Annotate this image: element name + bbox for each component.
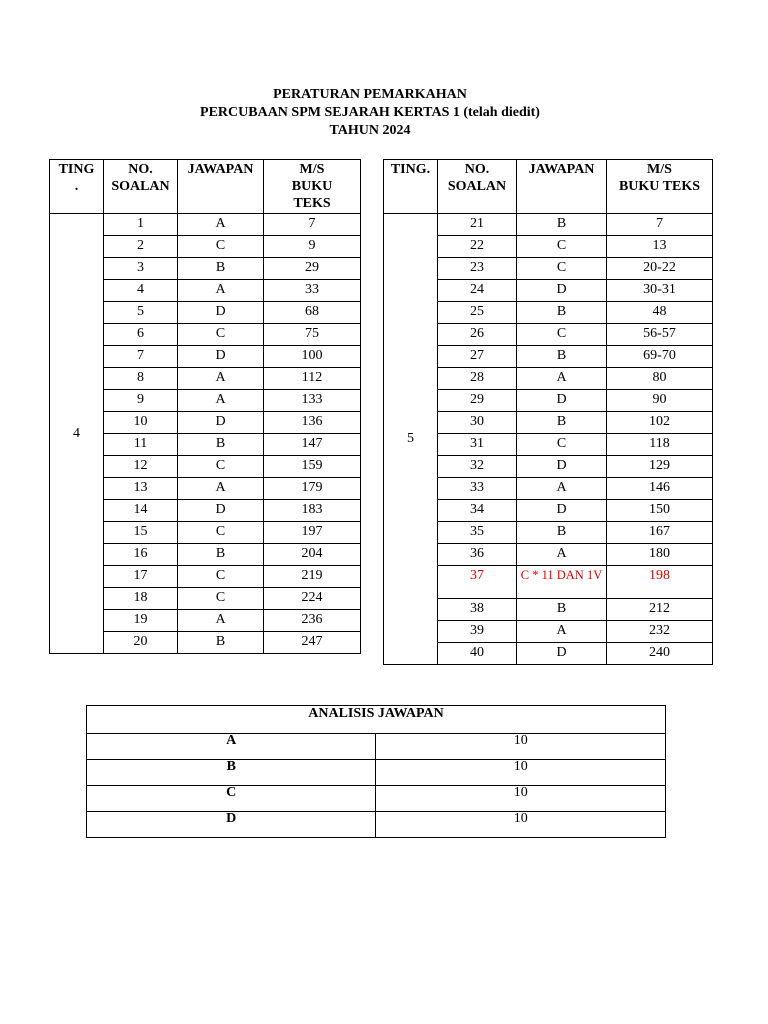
page-number-cell: 68	[264, 302, 361, 324]
page-number-cell: 159	[264, 456, 361, 478]
question-number-cell: 25	[438, 302, 517, 324]
answer-cell: D	[517, 390, 607, 412]
question-number-cell: 24	[438, 280, 517, 302]
answer-cell: D	[517, 280, 607, 302]
page-number-cell: 20-22	[607, 258, 713, 280]
question-number-cell: 36	[438, 544, 517, 566]
question-number-cell: 21	[438, 214, 517, 236]
page-number-cell: 167	[607, 522, 713, 544]
question-number-cell: 30	[438, 412, 517, 434]
answer-cell: B	[517, 599, 607, 621]
answer-cell: D	[178, 346, 264, 368]
analysis-row	[87, 786, 666, 812]
page-number-cell: 247	[264, 632, 361, 654]
answer-cell: B	[178, 434, 264, 456]
answer-cell: A	[178, 390, 264, 412]
answer-cell: C	[517, 434, 607, 456]
page-number-cell: 30-31	[607, 280, 713, 302]
question-number-cell: 20	[104, 632, 178, 654]
question-number-cell: 27	[438, 346, 517, 368]
page-number-cell: 56-57	[607, 324, 713, 346]
question-number-cell: 39	[438, 621, 517, 643]
question-number-cell: 37	[438, 566, 517, 599]
analysis-count: 10	[376, 734, 666, 760]
title-line-2: PERCUBAAN SPM SEJARAH KERTAS 1 (telah diedit)	[200, 105, 540, 120]
page-number-cell: 224	[264, 588, 361, 610]
page-number-cell: 133	[264, 390, 361, 412]
page-number-cell: 204	[264, 544, 361, 566]
question-number-cell: 13	[104, 478, 178, 500]
page-number-cell: 212	[607, 599, 713, 621]
answer-cell: B	[178, 258, 264, 280]
page-number-cell: 236	[264, 610, 361, 632]
page-number-cell: 75	[264, 324, 361, 346]
answer-cell: A	[517, 544, 607, 566]
answer-table-form-4	[49, 159, 361, 654]
answer-cell: A	[178, 610, 264, 632]
answer-cell: D	[178, 412, 264, 434]
page-number-cell: 183	[264, 500, 361, 522]
answer-cell: B	[517, 302, 607, 324]
page-number-cell: 147	[264, 434, 361, 456]
answer-cell: C	[178, 522, 264, 544]
answer-cell	[517, 566, 607, 599]
question-number-cell: 19	[104, 610, 178, 632]
answer-cell: D	[178, 500, 264, 522]
page-number-cell: 33	[264, 280, 361, 302]
page-number-cell: 69-70	[607, 346, 713, 368]
analysis-title: ANALISIS JAWAPAN	[87, 706, 666, 734]
answer-cell: C	[178, 324, 264, 346]
question-number-cell: 15	[104, 522, 178, 544]
question-number-cell: 18	[104, 588, 178, 610]
question-number-cell: 31	[438, 434, 517, 456]
answer-cell: B	[517, 412, 607, 434]
header-ms-buku-teks: M/S BUKU TEKS	[607, 160, 713, 214]
question-number-cell: 9	[104, 390, 178, 412]
question-number-cell: 38	[438, 599, 517, 621]
header-no-soalan: NO. SOALAN	[438, 160, 517, 214]
answer-cell: C	[178, 236, 264, 258]
table-body	[384, 214, 713, 665]
question-number-cell: 33	[438, 478, 517, 500]
page-number-cell: 136	[264, 412, 361, 434]
answer-text: C * 11 DAN 1V	[520, 568, 603, 582]
question-number-cell: 8	[104, 368, 178, 390]
answer-cell: A	[517, 368, 607, 390]
analysis-row	[87, 812, 666, 838]
question-number-cell: 23	[438, 258, 517, 280]
answer-cell: C	[517, 258, 607, 280]
question-number-cell: 32	[438, 456, 517, 478]
ting-cell: 5	[384, 214, 438, 665]
answer-cell: A	[517, 478, 607, 500]
answer-cell: D	[517, 456, 607, 478]
title-line-1: PERATURAN PEMARKAHAN	[273, 87, 467, 102]
answer-cell: D	[517, 500, 607, 522]
answer-cell: A	[178, 214, 264, 236]
question-number-cell: 1	[104, 214, 178, 236]
answer-cell: B	[178, 632, 264, 654]
question-number-cell: 11	[104, 434, 178, 456]
page-number-cell: 240	[607, 643, 713, 665]
question-number-cell: 29	[438, 390, 517, 412]
answer-cell: A	[517, 621, 607, 643]
page-number-cell: 100	[264, 346, 361, 368]
answer-cell: C	[178, 566, 264, 588]
question-number-cell: 2	[104, 236, 178, 258]
analysis-letter: D	[87, 812, 376, 838]
answer-analysis-table	[86, 705, 666, 838]
analysis-letter: A	[87, 734, 376, 760]
header-no-soalan: NO. SOALAN	[104, 160, 178, 214]
question-number-cell: 5	[104, 302, 178, 324]
page-number-cell: 150	[607, 500, 713, 522]
answer-table-form-5	[383, 159, 713, 665]
page-number-cell: 29	[264, 258, 361, 280]
page-number-cell: 232	[607, 621, 713, 643]
question-number-cell: 14	[104, 500, 178, 522]
question-number-cell: 16	[104, 544, 178, 566]
page-number-cell: 197	[264, 522, 361, 544]
analysis-letter: B	[87, 760, 376, 786]
page-number-cell: 112	[264, 368, 361, 390]
page-number-cell: 9	[264, 236, 361, 258]
question-number-cell: 3	[104, 258, 178, 280]
page-number-cell: 7	[607, 214, 713, 236]
title-line-3: TAHUN 2024	[329, 123, 411, 138]
question-number-cell: 12	[104, 456, 178, 478]
table-body	[50, 214, 361, 654]
analysis-count: 10	[376, 812, 666, 838]
page-number-cell: 48	[607, 302, 713, 324]
answer-cell: C	[517, 236, 607, 258]
answer-cell: A	[178, 478, 264, 500]
page-number-cell: 102	[607, 412, 713, 434]
answer-cell: D	[178, 302, 264, 324]
answer-cell: C	[517, 324, 607, 346]
page-number-cell: 179	[264, 478, 361, 500]
document-title	[0, 86, 740, 140]
page-number-cell: 146	[607, 478, 713, 500]
question-number-cell: 34	[438, 500, 517, 522]
question-number-cell: 28	[438, 368, 517, 390]
page-number-cell: 90	[607, 390, 713, 412]
page-number-cell: 118	[607, 434, 713, 456]
question-number-cell: 7	[104, 346, 178, 368]
analysis-letter: C	[87, 786, 376, 812]
analysis-row	[87, 734, 666, 760]
answer-cell: C	[178, 456, 264, 478]
answer-cell: A	[178, 280, 264, 302]
analysis-count: 10	[376, 786, 666, 812]
question-number-cell: 4	[104, 280, 178, 302]
page-number-cell: 219	[264, 566, 361, 588]
page-number-cell: 13	[607, 236, 713, 258]
answer-cell: B	[517, 214, 607, 236]
page-number-cell: 180	[607, 544, 713, 566]
question-number-cell: 22	[438, 236, 517, 258]
page-number-cell: 80	[607, 368, 713, 390]
question-number-cell: 6	[104, 324, 178, 346]
analysis-count: 10	[376, 760, 666, 786]
header-jawapan: JAWAPAN	[178, 160, 264, 214]
question-number-cell: 17	[104, 566, 178, 588]
page-number-cell: 198	[607, 566, 713, 599]
header-jawapan: JAWAPAN	[517, 160, 607, 214]
answer-cell: C	[178, 588, 264, 610]
page-number-cell: 129	[607, 456, 713, 478]
question-number-cell: 10	[104, 412, 178, 434]
answer-cell: B	[517, 522, 607, 544]
question-number-cell: 35	[438, 522, 517, 544]
table-row	[50, 214, 361, 236]
header-ting: TING .	[50, 160, 104, 214]
answer-cell: B	[178, 544, 264, 566]
page-number-cell: 7	[264, 214, 361, 236]
table-row	[384, 214, 713, 236]
answer-cell: D	[517, 643, 607, 665]
question-number-cell: 40	[438, 643, 517, 665]
answer-cell: B	[517, 346, 607, 368]
ting-cell: 4	[50, 214, 104, 654]
header-ms-buku-teks: M/S BUKU TEKS	[264, 160, 361, 214]
analysis-row	[87, 760, 666, 786]
question-number-cell: 26	[438, 324, 517, 346]
header-ting: TING.	[384, 160, 438, 214]
answer-cell: A	[178, 368, 264, 390]
